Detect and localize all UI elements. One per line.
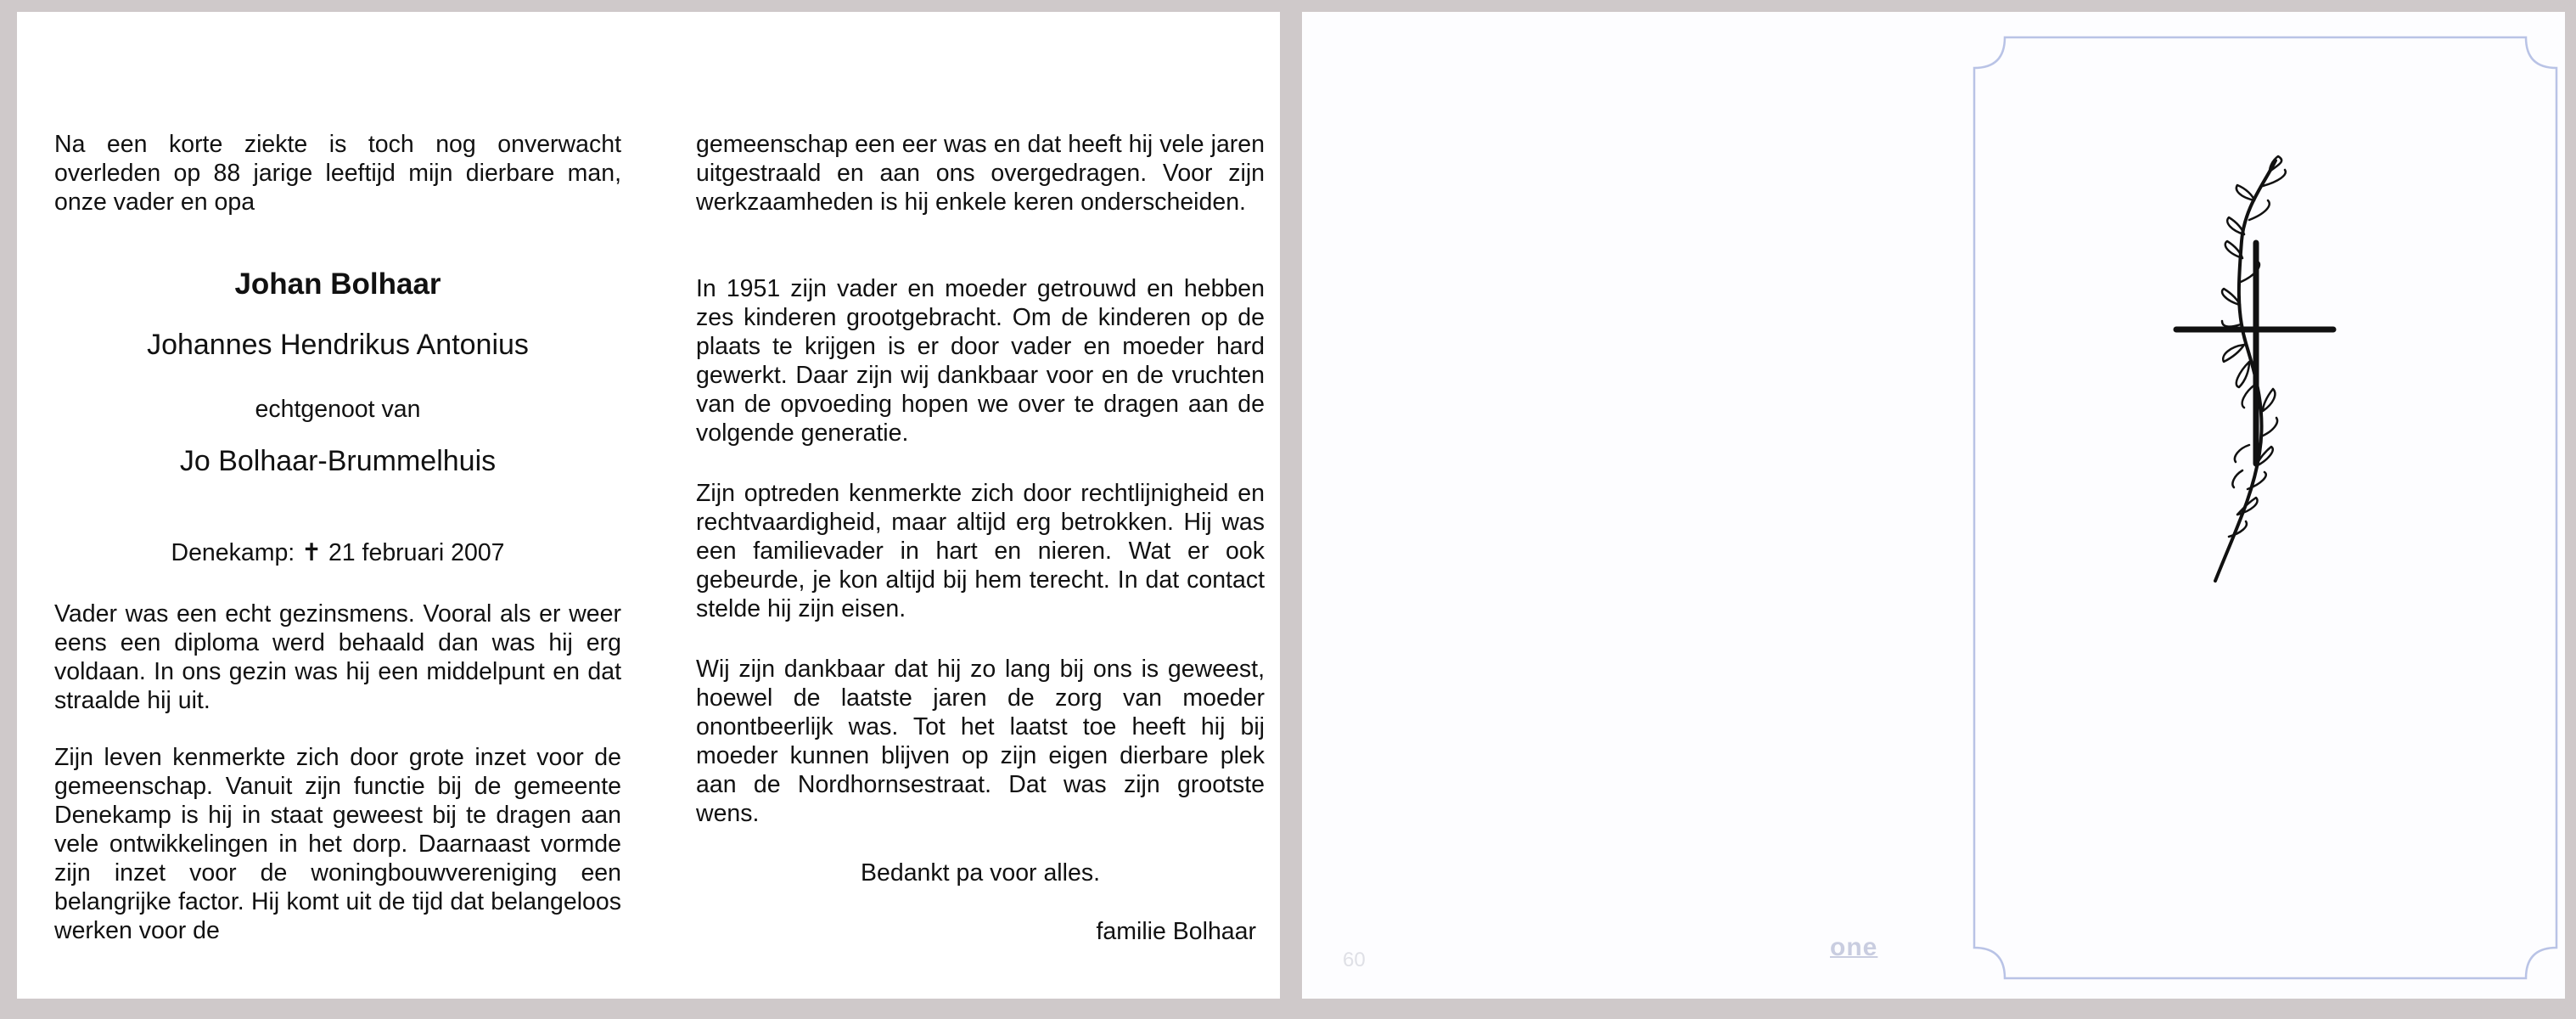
paragraph-gratitude: Wij zijn dankbaar dat hij zo lang bij ons is geweest, hoewel de laatste jaren de zorg van moeder onontbeerlijk was. Tot het laatst toe heeft hij bij moeder kunnen blijven op zijn eigen dierbare plek aan de Nordhornsestraat. Dat was zijn grootste wens. [696,656,1265,827]
paragraph-family-man: Vader was een echt gezinsmens. Vooral als er weer eens een diploma werd behaald dan was hij erg voldaan. In ons gezin was hij een middelpunt en dat straalde hij uit. [54,600,621,714]
memorial-card-cover [1302,12,2565,999]
death-date-line: Denekamp: ✝ 21 februari 2007 [171,539,505,566]
family-signature: familie Bolhaar [1096,918,1256,945]
paragraph-character: Zijn optreden kenmerkte zich door rechtlijnigheid en rechtvaardigheid, maar altijd erg betrokken. Hij was een familievader in hart en nieren. Wat er ook gebeurde, je kon altijd bij hem terecht. In dat contact stelde hij zijn eisen. [696,480,1265,622]
deceased-name: Johan Bolhaar [234,267,441,301]
memorial-card-inside [17,12,1280,999]
printer-logo: one [1830,933,1878,961]
thanks-line: Bedankt pa voor alles. [860,859,1100,887]
spouse-name: Jo Bolhaar-Brummelhuis [179,445,497,477]
intro-paragraph: Na een korte ziekte is toch nog onverwacht overleden op 88 jarige leeftijd mijn dierbare man, onze vader en opa [54,131,621,216]
spouse-label: echtgenoot van [255,396,421,423]
cross-with-palm-icon [1302,12,2565,999]
deceased-full-name: Johannes Hendrikus Antonius [147,329,529,361]
paragraph-community: Zijn leven kenmerkte zich door grote inzet voor de gemeenschap. Vanuit zijn functie bij de gemeente Denekamp is hij in staat geweest bij te dragen aan vele ontwikkelingen in het dorp. Daarnaast vormde zijn inzet voor de woningbouwvereniging een belangrijke factor. Hij komt uit de tijd dat belangeloos werken voor de [54,744,621,944]
paragraph-honours: gemeenschap een eer was en dat heeft hij vele jaren uitgestraald en aan ons overgedragen. Voor zijn werkzaamheden is hij enkele keren onderscheiden. [696,131,1265,216]
page-code: 60 [1343,949,1366,971]
palm-branch [2215,160,2276,581]
paragraph-marriage: In 1951 zijn vader en moeder getrouwd en hebben zes kinderen grootgebracht. Om de kinderen op de plaats te krijgen is er door vader en moeder hard gewerkt. Daar zijn wij dankbaar voor en de vruchten van de opvoeding hopen we over te dragen aan de volgende generatie. [696,275,1265,447]
